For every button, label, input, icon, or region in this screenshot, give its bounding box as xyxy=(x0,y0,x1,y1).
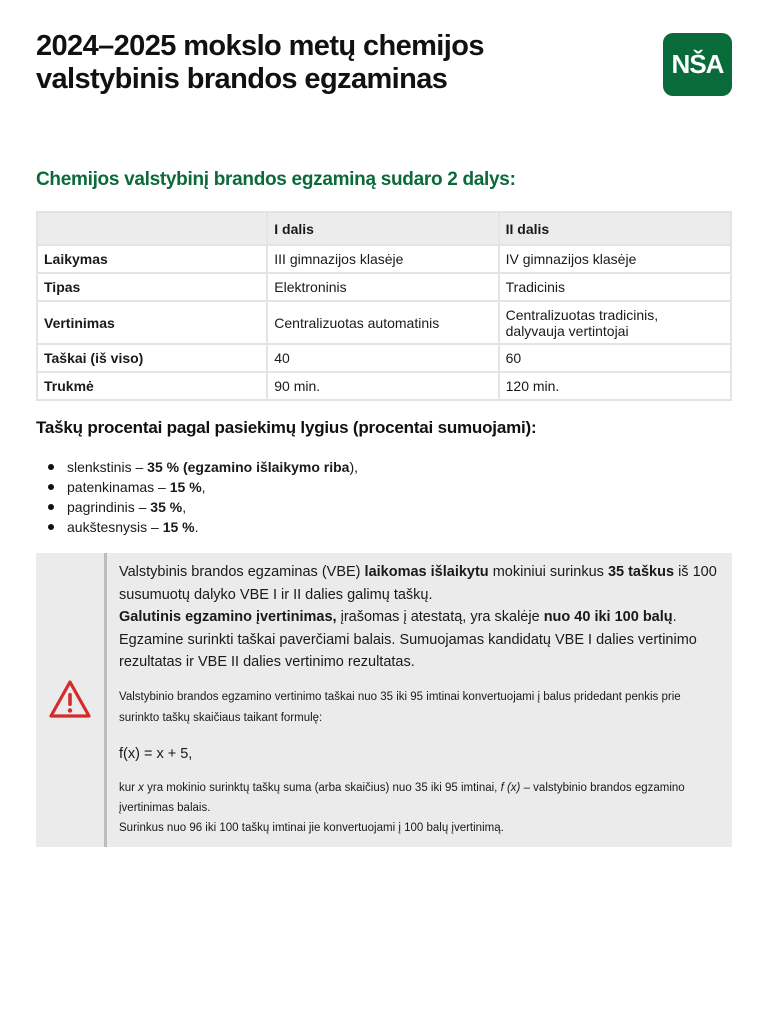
row-label: Laikymas xyxy=(37,245,267,273)
table-row xyxy=(37,344,731,372)
note-paragraph-main: Valstybinis brandos egzaminas (VBE) laikomas išlaikytu mokiniui surinkus 35 taškus iš 100 susumuotų dalyko VBE I ir II dalies galimų taškų. Galutinis egzamino įvertinimas, įrašomas į atestatą, yra skalėje nuo 40 iki 100 balų. Egzamine surinkti taškai paverčiami balais. Sumuojamas kandidatų VBE I dalies vertinimo rezultatas ir VBE II dalies vertinimo rezultatas. xyxy=(119,564,717,670)
level-suffix: , xyxy=(182,499,187,515)
level-value: 35 % (egzamino išlaikymo riba xyxy=(147,459,350,475)
row-label: Vertinimas xyxy=(37,301,267,344)
table-header-cell xyxy=(37,212,267,245)
note-paragraph-definition: kur x yra mokinio surinktų taškų suma (arba skaičius) nuo 35 iki 95 imtinai, f (x) – valstybinio brandos egzamino įvertinimas balais. xyxy=(119,781,685,814)
levels-list xyxy=(48,457,358,537)
levels-heading: Taškų procentai pagal pasiekimų lygius (procentai sumuojami): xyxy=(36,418,537,437)
table-cell: Centralizuotas automatinis xyxy=(267,301,498,344)
table-row xyxy=(37,372,731,400)
logo-text: NŠA xyxy=(671,49,724,79)
table-cell xyxy=(499,301,731,344)
table-header-cell: II dalis xyxy=(499,212,731,245)
row-label: Taškai (iš viso) xyxy=(37,344,267,372)
level-name: pagrindinis – xyxy=(67,499,151,515)
table-cell: Tradicinis xyxy=(499,273,731,301)
page-title xyxy=(36,30,484,96)
table-cell: 120 min. xyxy=(499,372,731,400)
row-label: Tipas xyxy=(37,273,267,301)
note-paragraph-max: Surinkus nuo 96 iki 100 taškų imtinai jie konvertuojami į 100 balų įvertinimą. xyxy=(119,821,504,834)
list-item xyxy=(48,477,358,497)
exam-parts-table xyxy=(36,211,732,401)
level-name: patenkinamas – xyxy=(67,479,170,495)
row-label: Trukmė xyxy=(37,372,267,400)
cell-line: Centralizuotas tradicinis, xyxy=(505,306,659,323)
table-cell: 60 xyxy=(499,344,731,372)
bullet-icon xyxy=(48,524,54,530)
table-cell: 90 min. xyxy=(267,372,498,400)
warning-triangle-icon xyxy=(48,678,92,722)
nsa-logo xyxy=(663,33,732,96)
note-divider xyxy=(104,553,107,847)
level-suffix: . xyxy=(194,519,199,535)
list-item xyxy=(48,497,358,517)
table-cell: III gimnazijos klasėje xyxy=(267,245,498,273)
info-note-box xyxy=(36,553,732,847)
bullet-icon xyxy=(48,504,54,510)
level-suffix: , xyxy=(201,479,206,495)
bullet-icon xyxy=(48,464,54,470)
level-name: aukštesnysis – xyxy=(67,519,163,535)
list-item xyxy=(48,457,358,477)
table-cell: IV gimnazijos klasėje xyxy=(499,245,731,273)
table-cell: 40 xyxy=(267,344,498,372)
note-body xyxy=(119,561,724,838)
note-formula: f(x) = x + 5, xyxy=(119,745,193,762)
level-value: 15 % xyxy=(162,519,195,535)
bullet-icon xyxy=(48,484,54,490)
level-suffix: ), xyxy=(349,459,359,475)
list-item xyxy=(48,517,358,537)
table-header-cell: I dalis xyxy=(267,212,498,245)
note-paragraph-conversion: Valstybinio brandos egzamino vertinimo taškai nuo 35 iki 95 imtinai konvertuojami į balus pridedant penkis prie surinkto taškų skaičiaus taikant formulę: xyxy=(119,690,681,724)
table-header-row xyxy=(37,212,731,245)
table-row xyxy=(37,245,731,273)
level-value: 35 % xyxy=(150,499,183,515)
title-line-1: 2024–2025 mokslo metų chemijos xyxy=(36,30,484,62)
title-line-2: valstybinis brandos egzaminas xyxy=(36,63,448,95)
table-row xyxy=(37,301,731,344)
table-row xyxy=(37,273,731,301)
section-heading: Chemijos valstybinį brandos egzaminą sudaro 2 dalys: xyxy=(36,169,516,190)
level-value: 15 % xyxy=(169,479,202,495)
table-cell: Elektroninis xyxy=(267,273,498,301)
cell-line: dalyvauja vertintojai xyxy=(505,322,629,339)
level-name: slenkstinis – xyxy=(67,459,148,475)
